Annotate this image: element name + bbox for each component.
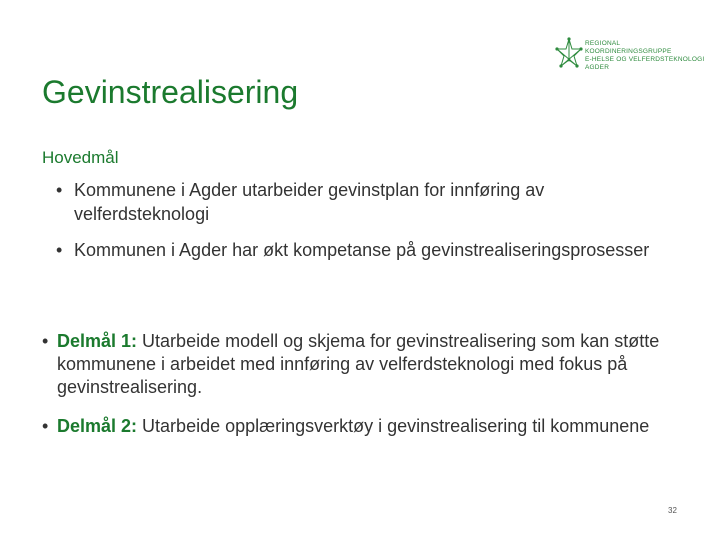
bullet: • (56, 240, 63, 260)
main-goal-text: Kommunen i Agder har økt kompetanse på gevinstrealiseringsprosesser (74, 240, 650, 260)
bullet: • (42, 416, 49, 436)
logo-line: E-HELSE OG VELFERDSTEKNOLOGI (585, 56, 705, 63)
logo-text (585, 40, 704, 72)
bullet: • (56, 180, 63, 200)
bullet: • (42, 331, 49, 351)
logo-line: REGIONAL (585, 40, 621, 47)
main-goal-item (56, 238, 666, 262)
main-goals-list (56, 178, 666, 274)
main-goal-text: Kommunene i Agder utarbeider gevinstplan for innføring av velferdsteknologi (74, 180, 545, 224)
sub-goals-list (42, 330, 682, 454)
star-network-icon (555, 36, 583, 76)
main-goal-item (56, 178, 666, 226)
section-heading: Hovedmål (42, 148, 119, 167)
sub-goal-label: Delmål 1: (57, 331, 138, 351)
sub-goal-label: Delmål 2: (57, 416, 138, 436)
sub-goal-text: Utarbeide modell og skjema for gevinstrealisering som kan støtte kommunene i arbeidet med innføring av velferdsteknologi med fokus på gevinstrealisering. (57, 331, 660, 397)
organization-logo (555, 36, 705, 76)
sub-goal-item (42, 330, 682, 399)
page-number: 32 (668, 506, 677, 515)
sub-goal-text: Utarbeide opplæringsverktøy i gevinstrealisering til kommunene (137, 416, 650, 436)
logo-line: KOORDINERINGSGRUPPE (585, 48, 672, 55)
slide-title: Gevinstrealisering (42, 74, 299, 110)
logo-line: AGDER (585, 64, 610, 71)
sub-goal-item (42, 415, 682, 438)
